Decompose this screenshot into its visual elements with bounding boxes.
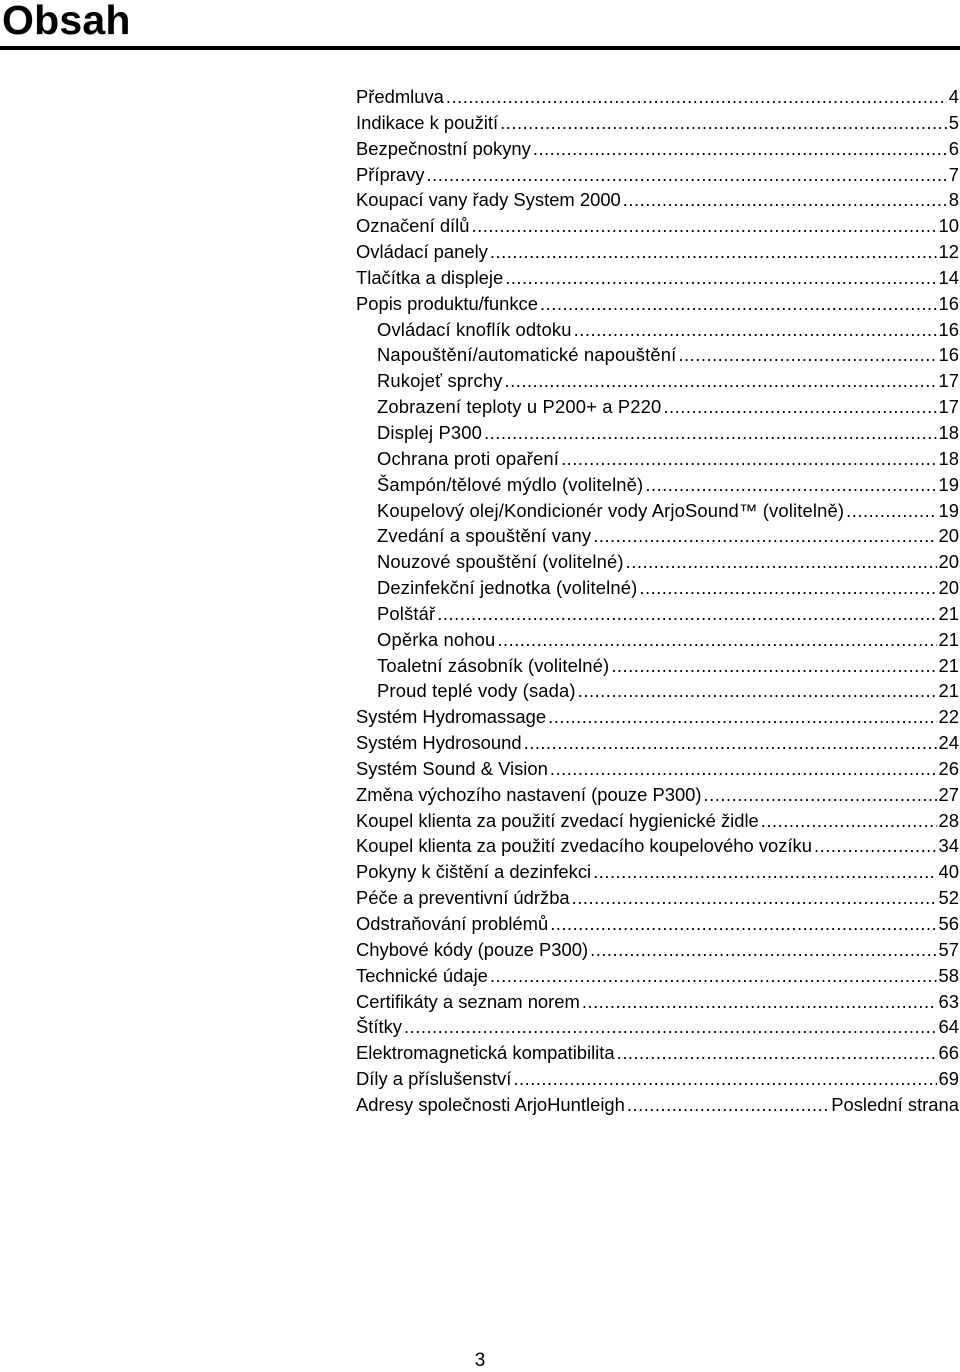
toc-entry-label: Koupel klienta za použití zvedacího koupelového vozíku <box>356 835 812 857</box>
toc-dot-leader <box>593 859 936 885</box>
toc-entry[interactable] <box>356 885 959 911</box>
toc-entry-page: 8 <box>948 189 959 211</box>
toc-dot-leader <box>582 989 937 1015</box>
toc-entry[interactable] <box>356 808 959 834</box>
toc-entry-page: 26 <box>938 757 959 779</box>
toc-entry-page: 4 <box>948 86 959 107</box>
toc-entry-label: Systém Sound & Vision <box>356 757 548 779</box>
toc-dot-leader <box>497 627 936 653</box>
toc-entry[interactable] <box>356 575 959 601</box>
toc-entry-page: 14 <box>938 266 959 288</box>
toc-dot-leader <box>639 575 936 601</box>
toc-dot-leader <box>505 368 937 394</box>
toc-dot-leader <box>590 937 936 963</box>
toc-entry-label: Ochrana proti opaření <box>377 447 560 469</box>
toc-entry-page: 56 <box>938 913 959 934</box>
toc-entry[interactable] <box>356 704 959 730</box>
toc-entry-page: 12 <box>938 241 959 263</box>
toc-entry-label: Bezpečnostní pokyny <box>356 137 531 159</box>
toc-entry-page: 21 <box>938 602 959 624</box>
toc-entry-label: Rukojeť sprchy <box>377 370 503 392</box>
toc-entry-page: 21 <box>938 628 959 650</box>
toc-dot-leader <box>561 446 936 472</box>
toc-entry-label: Šampón/tělové mýdlo (volitelně) <box>377 473 644 495</box>
toc-entry-page: 28 <box>938 809 959 831</box>
toc-entry-page: 20 <box>938 551 959 573</box>
toc-entry-label: Ovládací panely <box>356 241 488 263</box>
toc-dot-leader <box>404 1014 937 1040</box>
toc-dot-leader <box>578 678 937 704</box>
toc-entry-label: Chybové kódy (pouze P300) <box>356 938 589 960</box>
toc-entry-label: Péče a preventivní údržba <box>356 887 570 909</box>
toc-entry[interactable] <box>356 859 959 885</box>
toc-dot-leader <box>548 704 936 730</box>
toc-dot-leader <box>533 136 947 162</box>
toc-entry[interactable] <box>356 937 959 963</box>
toc-entry-page: 16 <box>938 292 959 314</box>
toc-dot-leader <box>678 342 936 368</box>
toc-entry-page: 63 <box>938 990 959 1012</box>
toc-entry-label: Ovládací knoflík odtoku <box>377 318 572 340</box>
toc-entry-label: Opěrka nohou <box>377 628 496 650</box>
toc-entry[interactable] <box>356 394 959 420</box>
toc-dot-leader <box>574 317 937 343</box>
toc-entry-page: 7 <box>948 163 959 185</box>
toc-dot-leader <box>704 782 937 808</box>
toc-entry-page: 52 <box>938 887 959 909</box>
toc-entry-label: Přípravy <box>356 163 425 185</box>
toc-entry-label: Certifikáty a seznam norem <box>356 990 580 1012</box>
toc-entry[interactable] <box>356 1092 959 1118</box>
toc-entry-page: 57 <box>938 938 959 960</box>
toc-entry[interactable] <box>356 1014 959 1040</box>
toc-entry-page: 22 <box>938 706 959 728</box>
toc-entry-label: Předmluva <box>356 86 444 107</box>
toc-entry[interactable] <box>356 110 959 136</box>
toc-entry[interactable] <box>356 162 959 188</box>
toc-entry[interactable] <box>356 239 959 265</box>
toc-entry-page: 19 <box>938 473 959 495</box>
toc-entry[interactable] <box>356 498 959 524</box>
toc-entry-label: Koupací vany řady System 2000 <box>356 189 621 211</box>
toc-dot-leader <box>550 911 936 937</box>
toc-dot-leader <box>490 963 937 989</box>
toc-dot-leader <box>437 601 936 627</box>
toc-entry-label: Díly a příslušenství <box>356 1068 512 1090</box>
toc-dot-leader <box>484 420 936 446</box>
toc-entry[interactable] <box>356 265 959 291</box>
toc-entry-label: Indikace k použití <box>356 111 499 133</box>
toc-entry[interactable] <box>356 523 959 549</box>
toc-entry-page: 27 <box>938 783 959 805</box>
toc-dot-leader <box>426 162 946 188</box>
toc-entry[interactable] <box>356 963 959 989</box>
toc-entry-label: Displej P300 <box>377 421 483 443</box>
toc-entry-page: 5 <box>948 111 959 133</box>
toc-dot-leader <box>761 808 937 834</box>
toc-entry-page: 10 <box>938 215 959 237</box>
toc-entry-label: Zobrazení teploty u P200+ a P220 <box>377 396 662 418</box>
toc-entry-label: Nouzové spouštění (volitelné) <box>377 551 624 573</box>
toc-entry[interactable] <box>356 549 959 575</box>
toc-entry-label: Dezinfekční jednotka (volitelné) <box>377 577 638 599</box>
toc-entry[interactable] <box>356 187 959 213</box>
toc-dot-leader <box>490 239 937 265</box>
toc-dot-leader <box>524 730 937 756</box>
toc-entry[interactable] <box>356 730 959 756</box>
toc-entry-label: Popis produktu/funkce <box>356 292 538 314</box>
toc-entry-label: Systém Hydrosound <box>356 732 522 754</box>
toc-entry[interactable] <box>356 989 959 1015</box>
toc-dot-leader <box>663 394 936 420</box>
toc-entry-label: Koupelový olej/Kondicionér vody ArjoSound™ (volitelně) <box>377 499 845 521</box>
toc-entry-label: Tlačítka a displeje <box>356 266 504 288</box>
toc-entry-page: 34 <box>938 835 959 857</box>
toc-entry-label: Adresy společnosti ArjoHuntleigh <box>356 1093 625 1115</box>
toc-dot-leader <box>572 885 937 911</box>
toc-entry[interactable] <box>356 601 959 627</box>
toc-entry-page: 20 <box>938 525 959 547</box>
toc-entry[interactable] <box>356 84 959 110</box>
toc-entry-label: Elektromagnetická kompatibilita <box>356 1042 615 1064</box>
toc-entry-page: 66 <box>938 1042 959 1064</box>
page-number: 3 <box>474 1350 486 1371</box>
toc-entry-page: 18 <box>938 421 959 443</box>
toc-entry-page: 21 <box>938 654 959 676</box>
toc-entry-label: Odstraňování problémů <box>356 913 549 934</box>
toc-dot-leader <box>611 653 936 679</box>
toc-entry-label: Systém Hydromassage <box>356 706 547 728</box>
toc-dot-leader <box>846 498 936 524</box>
toc-dot-leader <box>623 187 947 213</box>
toc-entry-page: 69 <box>938 1068 959 1090</box>
toc-entry-page: 18 <box>938 447 959 469</box>
toc-entry-label: Proud teplé vody (sada) <box>377 680 576 702</box>
toc-entry-page: 21 <box>938 680 959 702</box>
toc-entry-label: Polštář <box>377 602 436 624</box>
toc-entry[interactable] <box>356 446 959 472</box>
toc-entry[interactable] <box>356 627 959 653</box>
toc-entry-page: Poslední strana <box>831 1093 959 1115</box>
toc-entry-label: Změna výchozího nastavení (pouze P300) <box>356 783 702 805</box>
toc-entry-label: Technické údaje <box>356 964 488 986</box>
toc-entry[interactable] <box>356 756 959 782</box>
toc-entry-label: Pokyny k čištění a dezinfekci <box>356 861 592 883</box>
toc-entry[interactable] <box>356 317 959 343</box>
toc-entry-page: 17 <box>938 370 959 392</box>
toc-entry-page: 16 <box>938 318 959 340</box>
toc-entry-page: 40 <box>938 861 959 883</box>
toc-entry-label: Zvedání a spouštění vany <box>377 525 592 547</box>
toc-dot-leader <box>550 756 937 782</box>
toc-dot-leader <box>540 291 937 317</box>
toc-dot-leader <box>500 110 947 136</box>
toc-entry-label: Toaletní zásobník (volitelné) <box>377 654 610 676</box>
toc-dot-leader <box>505 265 936 291</box>
toc-entry-label: Označení dílů <box>356 215 470 237</box>
toc-dot-leader <box>617 1040 937 1066</box>
toc-entry[interactable] <box>356 472 959 498</box>
toc-entry-label: Koupel klienta za použití zvedací hygienické židle <box>356 809 759 831</box>
toc-dot-leader <box>814 833 937 859</box>
toc-entry-label: Napouštění/automatické napouštění <box>377 344 677 366</box>
toc-entry[interactable] <box>356 342 959 368</box>
toc-dot-leader <box>645 472 936 498</box>
toc-entry[interactable] <box>356 368 959 394</box>
toc-dot-leader <box>593 523 936 549</box>
toc-dot-leader <box>446 84 947 110</box>
toc-entry[interactable] <box>356 1040 959 1066</box>
toc-dot-leader <box>471 213 936 239</box>
toc-entry-page: 19 <box>938 499 959 521</box>
toc-entry-page: 24 <box>938 732 959 754</box>
title-underline-rule <box>0 46 960 50</box>
toc-entry[interactable] <box>356 911 959 937</box>
toc-entry-label: Štítky <box>356 1016 402 1038</box>
toc-entry[interactable] <box>356 1066 959 1092</box>
toc-dot-leader <box>627 1092 829 1118</box>
toc-dot-leader <box>513 1066 936 1092</box>
toc-entry[interactable] <box>356 213 959 239</box>
toc-entry[interactable] <box>356 833 959 859</box>
toc-entry[interactable] <box>356 136 959 162</box>
toc-entry-page: 16 <box>938 344 959 366</box>
toc-entry[interactable] <box>356 782 959 808</box>
toc-entry-page: 17 <box>938 396 959 418</box>
toc-entry[interactable] <box>356 291 959 317</box>
toc-entry-page: 58 <box>938 964 959 986</box>
toc-entry-page: 64 <box>938 1016 959 1038</box>
toc-entry-page: 6 <box>948 137 959 159</box>
toc-dot-leader <box>626 549 937 575</box>
toc-entry-page: 20 <box>938 577 959 599</box>
page-title: Obsah <box>2 0 131 43</box>
toc-entry[interactable] <box>356 653 959 679</box>
toc-entry[interactable] <box>356 420 959 446</box>
toc-entry[interactable] <box>356 678 959 704</box>
table-of-contents <box>356 84 959 1118</box>
